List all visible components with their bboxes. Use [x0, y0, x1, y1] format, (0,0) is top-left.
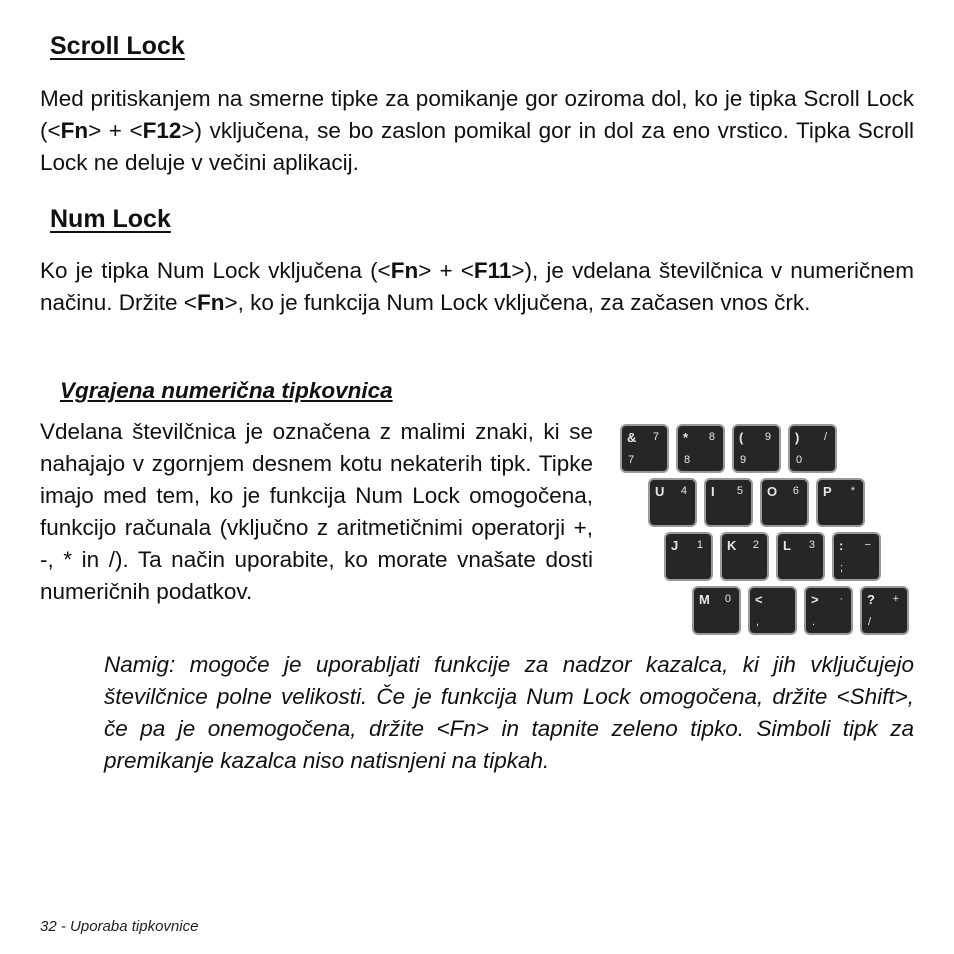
keypad-key-legend: 2 — [752, 539, 759, 551]
keypad-key — [816, 478, 865, 527]
keypad-key-legend: I — [711, 484, 715, 499]
keypad-key — [832, 532, 881, 581]
num-lock-heading: Num Lock — [50, 205, 171, 233]
keypad-key-legend: O — [767, 484, 778, 499]
keypad-key — [648, 478, 697, 527]
keypad-key-legend: 9 — [740, 454, 747, 466]
keypad-key-legend: L — [783, 538, 791, 553]
keypad-key-legend: ) — [795, 430, 800, 445]
keypad-key-legend: 7 — [628, 454, 635, 466]
keypad-key — [776, 532, 825, 581]
keypad-key-legend: K — [727, 538, 737, 553]
scroll-lock-paragraph: Med pritiskanjem na smerne tipke za pomikanje gor oziroma dol, ko je tipka Scroll Lock (<Fn> + <F12>) vključena, se bo zaslon pomikal gor in dol za eno vrstico. Tipka Scroll Lock ne deluje v večini aplikacij. — [40, 86, 915, 175]
keypad-key-legend: ? — [867, 592, 875, 607]
keypad-key-legend: 9 — [764, 431, 771, 443]
keypad-key — [788, 424, 837, 473]
keypad-key-legend: * — [850, 485, 855, 497]
keypad-key — [732, 424, 781, 473]
keypad-key-legend: J — [671, 538, 679, 553]
keypad-key-legend: 6 — [792, 485, 799, 497]
keypad-key — [860, 586, 909, 635]
keypad-key — [748, 586, 797, 635]
keypad-key-legend: 0 — [724, 593, 731, 605]
tip-note: Namig: mogoče je uporabljati funkcije za nadzor kazalca, ki jih vključujejo številčnice polne velikosti. Če je funkcija Num Lock omogočena, držite <Shift>, če pa je onemogočena, držite <Fn> in tapnite zeleno tipko. Simboli tipk za premikanje kazalca niso natisnjeni na tipkah. — [104, 652, 914, 773]
page-footer: 32 - Uporaba tipkovnice — [40, 918, 199, 935]
keypad-key-legend: 1 — [696, 539, 703, 551]
keypad-key-legend: * — [683, 430, 689, 445]
keypad-key-legend: & — [627, 430, 637, 445]
keypad-key-legend: 8 — [684, 454, 691, 466]
keypad-key-legend: ( — [739, 430, 744, 445]
keypad-key — [704, 478, 753, 527]
keypad-key-legend: 4 — [680, 485, 687, 497]
embedded-keypad-heading: Vgrajena numerična tipkovnica — [60, 378, 393, 403]
keypad-key-legend: U — [655, 484, 665, 499]
keypad-key-legend: − — [864, 539, 871, 551]
keypad-key-legend: ; — [840, 562, 844, 574]
keypad-key — [760, 478, 809, 527]
scroll-lock-heading: Scroll Lock — [50, 32, 185, 60]
keypad-key — [720, 532, 769, 581]
keypad-key-legend: 0 — [796, 454, 803, 466]
keypad-key-legend: 3 — [808, 539, 815, 551]
keypad-key-legend: : — [839, 538, 844, 553]
keypad-key-legend: + — [892, 593, 899, 605]
embedded-keypad-paragraph: Vdelana številčnica je označena z malimi znaki, ki se nahajajo v zgornjem desnem kotu nekaterih tipk. Tipke imajo med tem, ko je funkcija Num Lock omogočena, funkcijo računala (vključno z aritmetičnimi operatorji +, -, * in /). Ta način uporabite, ko morate vnašate dosti numeričnih podatkov. — [40, 419, 593, 604]
keypad-key — [676, 424, 725, 473]
keypad-key — [692, 586, 741, 635]
keypad-key-legend: / — [868, 616, 872, 628]
keypad-key-legend: . — [812, 616, 816, 628]
keypad-key-legend: P — [823, 484, 832, 499]
keypad-key-legend: 8 — [708, 431, 715, 443]
num-lock-paragraph: Ko je tipka Num Lock vključena (<Fn> + <F11>), je vdelana številčnica v numeričnem načinu. Držite <Fn>, ko je funkcija Num Lock vključena, za začasen vnos črk. — [40, 258, 914, 315]
keypad-key — [664, 532, 713, 581]
keypad-key — [804, 586, 853, 635]
keypad-key-legend: 5 — [736, 485, 743, 497]
keypad-key-legend: > — [811, 592, 819, 607]
keypad-key-legend: M — [699, 592, 710, 607]
keypad-key — [620, 424, 669, 473]
keypad-key-legend: · — [839, 593, 843, 605]
embedded-keypad-illustration — [616, 418, 912, 638]
keypad-key-legend: , — [756, 616, 760, 628]
keypad-key-legend: 7 — [652, 431, 659, 443]
keypad-key-legend: < — [755, 592, 763, 607]
keypad-key-legend: / — [823, 431, 827, 443]
